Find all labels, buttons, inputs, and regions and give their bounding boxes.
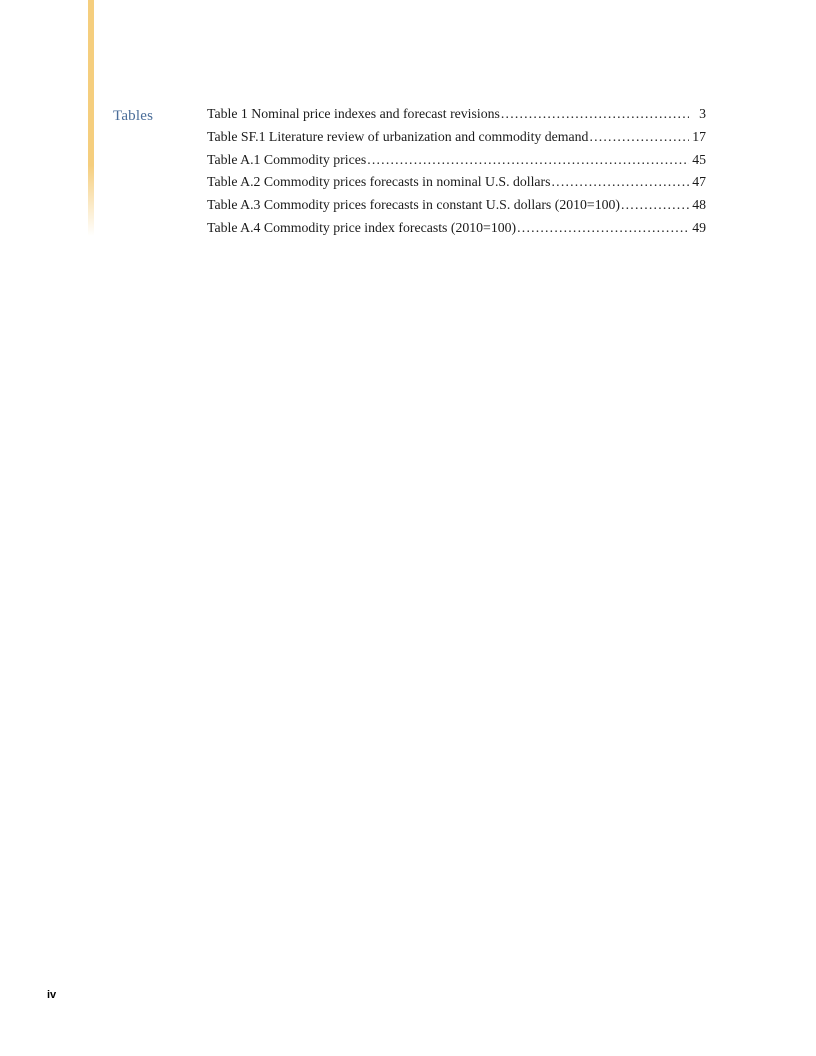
toc-entry-page-number: 49 [692, 219, 706, 235]
dot-leader [589, 129, 689, 145]
toc-entry[interactable] [207, 129, 706, 152]
toc-entry-page-number: 3 [699, 106, 706, 121]
page-folio: iv [47, 989, 57, 1001]
toc-entry-title: Table A.3 Commodity prices forecasts in constant U.S. dollars (2010=100) [207, 197, 620, 213]
section-label-tables: Tables [113, 108, 154, 124]
toc-entry-page-number: 17 [692, 128, 706, 144]
toc-entry[interactable] [207, 174, 706, 197]
toc-entry-page-number: 48 [692, 197, 706, 213]
dot-leader [367, 152, 689, 168]
toc-entry[interactable] [207, 220, 706, 243]
toc-entry-page-number: 45 [692, 151, 706, 167]
gold-accent-bar [88, 0, 94, 236]
toc-entry-title: Table 1 Nominal price indexes and forecast revisions [207, 106, 500, 121]
dot-leader [621, 197, 689, 213]
dot-leader [552, 174, 689, 190]
toc-list [207, 106, 706, 243]
toc-entry[interactable] [207, 197, 706, 220]
toc-entry-title: Table SF.1 Literature review of urbanization and commodity demand [207, 128, 589, 144]
dot-leader [517, 220, 689, 236]
toc-entry[interactable] [207, 152, 706, 175]
toc-entry-title: Table A.1 Commodity prices [207, 151, 367, 167]
toc-entry-page-number: 47 [692, 174, 706, 190]
dot-leader [501, 106, 689, 122]
toc-entry[interactable] [207, 106, 706, 129]
toc-entry-title: Table A.2 Commodity prices forecasts in nominal U.S. dollars [207, 174, 551, 190]
toc-entry-title: Table A.4 Commodity price index forecasts (2010=100) [207, 219, 517, 235]
